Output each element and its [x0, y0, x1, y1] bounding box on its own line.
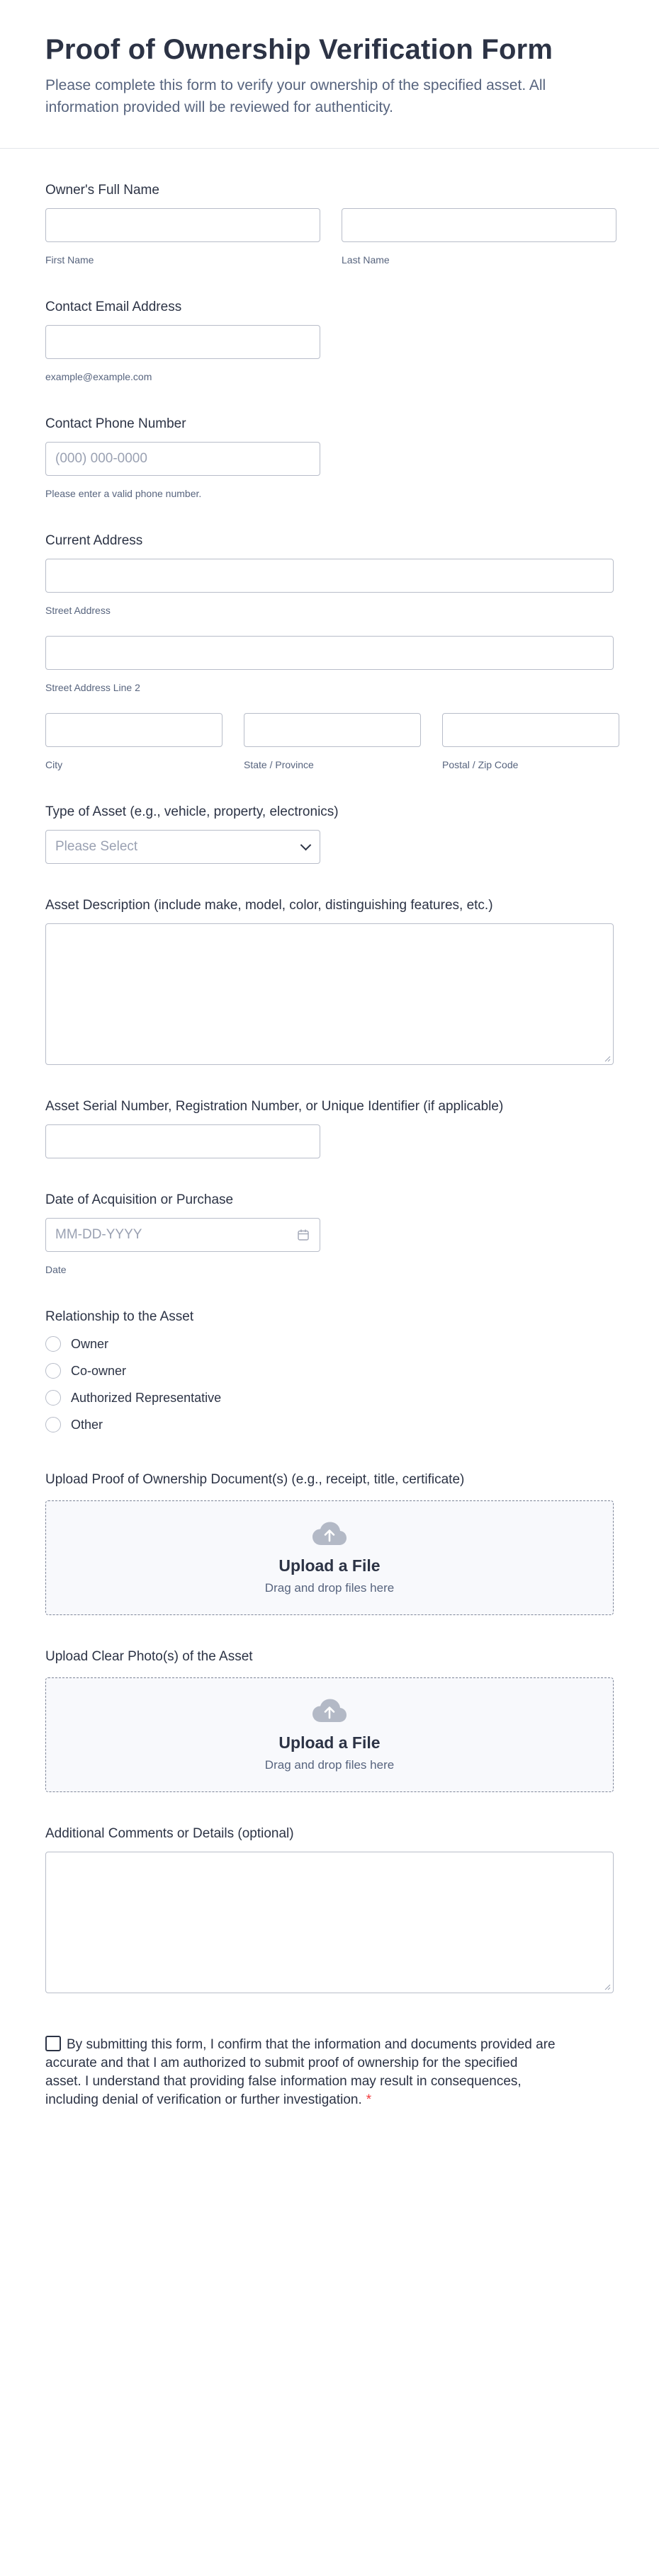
- acquisition-date-field-group: [45, 1192, 614, 1275]
- radio-option-authorized-representative[interactable]: [45, 1384, 614, 1411]
- radio-label: Owner: [71, 1336, 109, 1351]
- consent-field: [45, 2036, 556, 2109]
- phone-sublabel: Please enter a valid phone number.: [45, 488, 202, 499]
- last-name-sublabel: Last Name: [342, 254, 390, 266]
- upload-docs-title: Upload a File: [278, 1556, 381, 1575]
- resize-grip-icon[interactable]: [604, 1983, 611, 1990]
- upload-photos-hint: Drag and drop files here: [264, 1757, 395, 1772]
- asset-description-textarea[interactable]: [45, 923, 614, 1065]
- phone-placeholder: (000) 000-0000: [55, 451, 147, 466]
- cloud-upload-icon: [312, 1521, 347, 1546]
- radio-option-other[interactable]: [45, 1411, 614, 1438]
- asset-type-placeholder: Please Select: [55, 839, 138, 854]
- form-body: [0, 183, 659, 2109]
- page-subtitle: Please complete this form to verify your ownership of the specified asset. All information provided will be reviewed for authenticity.: [45, 77, 546, 115]
- phone-input[interactable]: [45, 442, 320, 476]
- comments-textarea[interactable]: [45, 1852, 614, 1993]
- state-input[interactable]: [244, 713, 421, 747]
- upload-photos-dropzone[interactable]: [45, 1677, 614, 1792]
- radio-button[interactable]: [45, 1390, 61, 1406]
- phone-label: Contact Phone Number: [45, 416, 186, 431]
- owner-name-label: Owner's Full Name: [45, 183, 159, 198]
- city-sublabel: City: [45, 759, 63, 770]
- address-field-group: [45, 533, 614, 770]
- zip-sublabel: Postal / Zip Code: [442, 759, 519, 770]
- upload-docs-label: Upload Proof of Ownership Document(s) (e.g., receipt, title, certificate): [45, 1472, 465, 1487]
- required-asterisk: *: [366, 2092, 372, 2107]
- acquisition-date-label: Date of Acquisition or Purchase: [45, 1192, 234, 1207]
- email-field-group: [45, 300, 614, 382]
- street-address-sublabel: Street Address: [45, 605, 111, 616]
- page-title: Proof of Ownership Verification Form: [45, 34, 553, 65]
- serial-label: Asset Serial Number, Registration Number, or Unique Identifier (if applicable): [45, 1099, 504, 1114]
- first-name-sublabel: First Name: [45, 254, 94, 266]
- email-sublabel: example@example.com: [45, 371, 152, 382]
- radio-label: Authorized Representative: [71, 1390, 222, 1405]
- cloud-upload-icon: [312, 1698, 347, 1723]
- state-sublabel: State / Province: [244, 759, 314, 770]
- asset-description-label: Asset Description (include make, model, color, distinguishing features, etc.): [45, 898, 493, 913]
- first-name-input[interactable]: [45, 208, 320, 242]
- form-header: [0, 0, 659, 149]
- resize-grip-icon[interactable]: [604, 1055, 611, 1062]
- street-address-input[interactable]: [45, 559, 614, 593]
- upload-photos-field-group: [45, 1649, 614, 1792]
- serial-input[interactable]: [45, 1124, 320, 1158]
- consent-text: By submitting this form, I confirm that the information and documents provided are accurate and that I am authorized to submit proof of ownership for the specified asset. I understand that providing false information may result in consequences, including denial of verification or further investigation.: [45, 2037, 556, 2107]
- email-input[interactable]: [45, 325, 320, 359]
- comments-label: Additional Comments or Details (optional): [45, 1826, 294, 1841]
- serial-field-group: [45, 1099, 614, 1158]
- calendar-icon[interactable]: [297, 1229, 310, 1241]
- upload-photos-label: Upload Clear Photo(s) of the Asset: [45, 1649, 253, 1664]
- city-input[interactable]: [45, 713, 223, 747]
- radio-button[interactable]: [45, 1336, 61, 1352]
- acquisition-date-placeholder: MM-DD-YYYY: [55, 1227, 142, 1242]
- upload-photos-title: Upload a File: [278, 1733, 381, 1752]
- upload-docs-hint: Drag and drop files here: [264, 1580, 395, 1595]
- last-name-input[interactable]: [342, 208, 616, 242]
- asset-type-select[interactable]: [45, 830, 320, 864]
- chevron-down-icon: [300, 839, 312, 850]
- zip-input[interactable]: [442, 713, 619, 747]
- phone-field-group: [45, 416, 614, 499]
- comments-field-group: [45, 1826, 614, 1993]
- relationship-label: Relationship to the Asset: [45, 1309, 194, 1324]
- asset-type-label: Type of Asset (e.g., vehicle, property, electronics): [45, 804, 339, 819]
- radio-label: Co-owner: [71, 1363, 127, 1378]
- relationship-field-group: [45, 1309, 614, 1438]
- street-address-line2-input[interactable]: [45, 636, 614, 670]
- street-address-line2-sublabel: Street Address Line 2: [45, 682, 140, 693]
- email-label: Contact Email Address: [45, 300, 182, 314]
- upload-docs-dropzone[interactable]: [45, 1500, 614, 1615]
- upload-docs-field-group: [45, 1472, 614, 1615]
- asset-description-field-group: [45, 898, 614, 1065]
- radio-label: Other: [71, 1417, 103, 1432]
- acquisition-date-sublabel: Date: [45, 1264, 67, 1275]
- radio-option-owner[interactable]: [45, 1330, 614, 1357]
- radio-button[interactable]: [45, 1363, 61, 1379]
- asset-type-field-group: [45, 804, 614, 864]
- consent-checkbox[interactable]: [45, 2036, 61, 2051]
- owner-name-field: [45, 183, 614, 266]
- address-label: Current Address: [45, 533, 143, 548]
- radio-option-co-owner[interactable]: [45, 1357, 614, 1384]
- radio-button[interactable]: [45, 1417, 61, 1432]
- acquisition-date-input[interactable]: [45, 1218, 320, 1252]
